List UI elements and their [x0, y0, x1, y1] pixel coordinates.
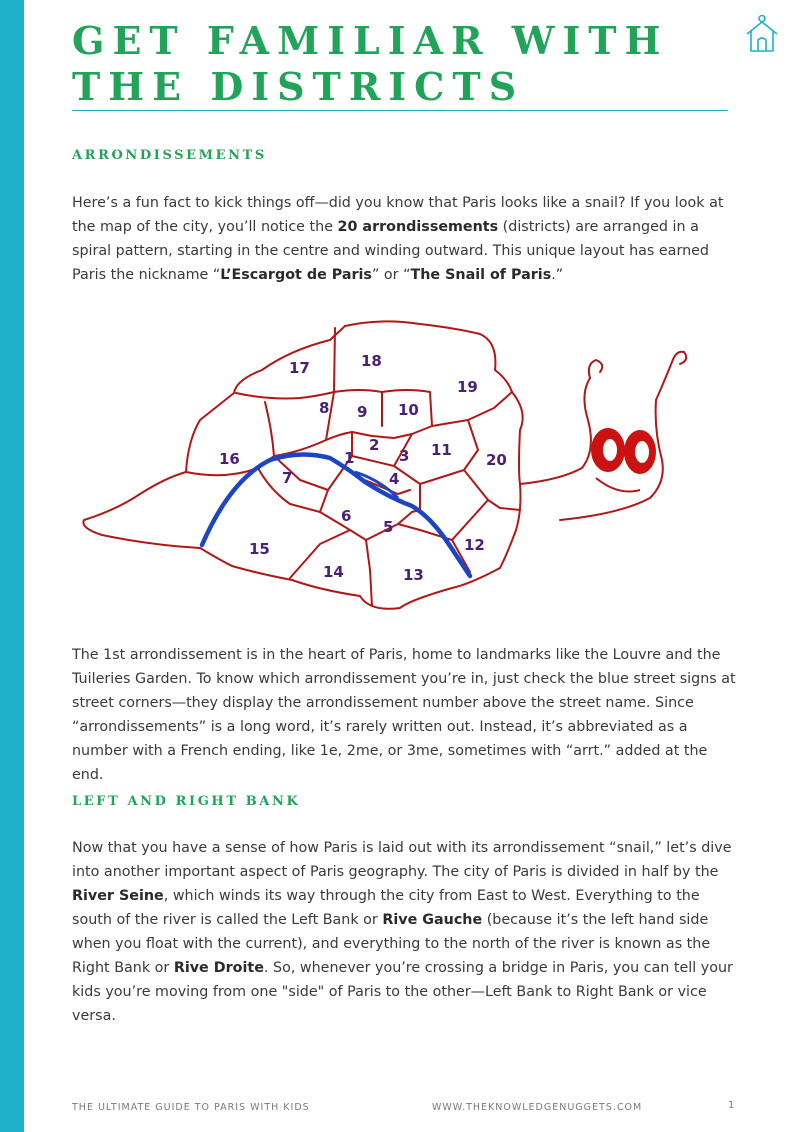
- house-icon[interactable]: [744, 14, 780, 54]
- district-label-5: 5: [383, 518, 394, 536]
- district-label-14: 14: [323, 563, 344, 581]
- section-heading-arrondissements: ARRONDISSEMENTS: [72, 148, 267, 163]
- paris-snail-map: [70, 312, 710, 624]
- banks-text-2: , which winds its way through the city from East to West. Everything to the south of the river is called the Left Bank or: [72, 888, 700, 928]
- district-label-3: 3: [399, 447, 410, 465]
- district-label-19: 19: [457, 378, 478, 396]
- banks-bold-rive-gauche: Rive Gauche: [382, 912, 483, 928]
- district-label-9: 9: [357, 403, 368, 421]
- district-label-15: 15: [249, 540, 270, 558]
- intro-bold-snail: The Snail of Paris: [410, 267, 552, 283]
- district-label-13: 13: [403, 566, 424, 584]
- title-line-2: THE DISTRICTS: [72, 64, 525, 109]
- title-divider: [72, 110, 728, 111]
- district-label-17: 17: [289, 359, 310, 377]
- banks-text-3: (because it’s the left hand side when you float with the current), and everything to the north of the river is known as the Right Bank or: [72, 912, 711, 976]
- district-label-7: 7: [282, 469, 293, 487]
- district-label-8: 8: [319, 399, 330, 417]
- snail-antenna-left: [589, 360, 602, 378]
- district-label-16: 16: [219, 450, 240, 468]
- banks-bold-seine: River Seine: [72, 888, 164, 904]
- intro-bold-escargot: L’Escargot de Paris: [220, 267, 372, 283]
- district-label-18: 18: [361, 352, 382, 370]
- intro-text-4: .”: [551, 267, 564, 283]
- banks-bold-rive-droite: Rive Droite: [173, 960, 264, 976]
- arrondissement-body-paragraph: The 1st arrondissement is in the heart of Paris, home to landmarks like the Louvre and the Tuileries Garden. To know which arrondissement you’re in, just check the blue street signs at street corners—they display the arrondissement number above the street name. Since “arrondissements” is a long word, it’s rarely written out. Instead, it’s abbreviated as a number with a French ending, like 1e, 2me, or 3me, sometimes with “arrt.” added at the end.: [72, 647, 736, 783]
- intro-text-3: ” or “: [371, 267, 411, 283]
- snail-antenna-right: [656, 352, 686, 400]
- snail-smile: [596, 478, 640, 492]
- district-label-20: 20: [486, 451, 507, 469]
- banks-paragraph: [72, 836, 740, 1028]
- district-label-6: 6: [341, 507, 352, 525]
- intro-bold-districts: 20 arrondissements: [337, 219, 499, 235]
- district-label-10: 10: [398, 401, 419, 419]
- intro-text-1: Here’s a fun fact to kick things off—did you know that Paris looks like a snail? If you look at the map of the city, you’ll notice the: [72, 195, 724, 235]
- district-label-4: 4: [389, 470, 400, 488]
- district-label-2: 2: [369, 436, 380, 454]
- footer-guide-title: THE ULTIMATE GUIDE TO PARIS WITH KIDS: [72, 1102, 310, 1113]
- district-label-12: 12: [464, 536, 485, 554]
- intro-paragraph: [72, 191, 740, 287]
- banks-text-4: . So, whenever you’re crossing a bridge in Paris, you can tell your kids you’re moving from one "side" of Paris to the other—Left Bank to Right Bank or vice versa.: [72, 960, 733, 1024]
- footer-website-link[interactable]: WWW.THEKNOWLEDGENUGGETS.COM: [432, 1102, 643, 1113]
- banks-text-1: Now that you have a sense of how Paris is laid out with its arrondissement “snail,” let’s dive into another important aspect of Paris geography. The city of Paris is divided in half by the: [72, 840, 732, 880]
- page-number: 1: [728, 1100, 735, 1111]
- section-heading-banks: LEFT AND RIGHT BANK: [72, 794, 301, 809]
- district-label-1: 1: [344, 449, 355, 467]
- side-accent-bar: [0, 0, 24, 1132]
- district-label-11: 11: [431, 441, 452, 459]
- page-title: [72, 18, 668, 110]
- title-line-1: GET FAMILIAR WITH: [72, 18, 669, 63]
- intro-text-2: (districts) are arranged in a spiral pattern, starting in the centre and winding outward. This unique layout has earned Paris the nickname “: [72, 219, 710, 283]
